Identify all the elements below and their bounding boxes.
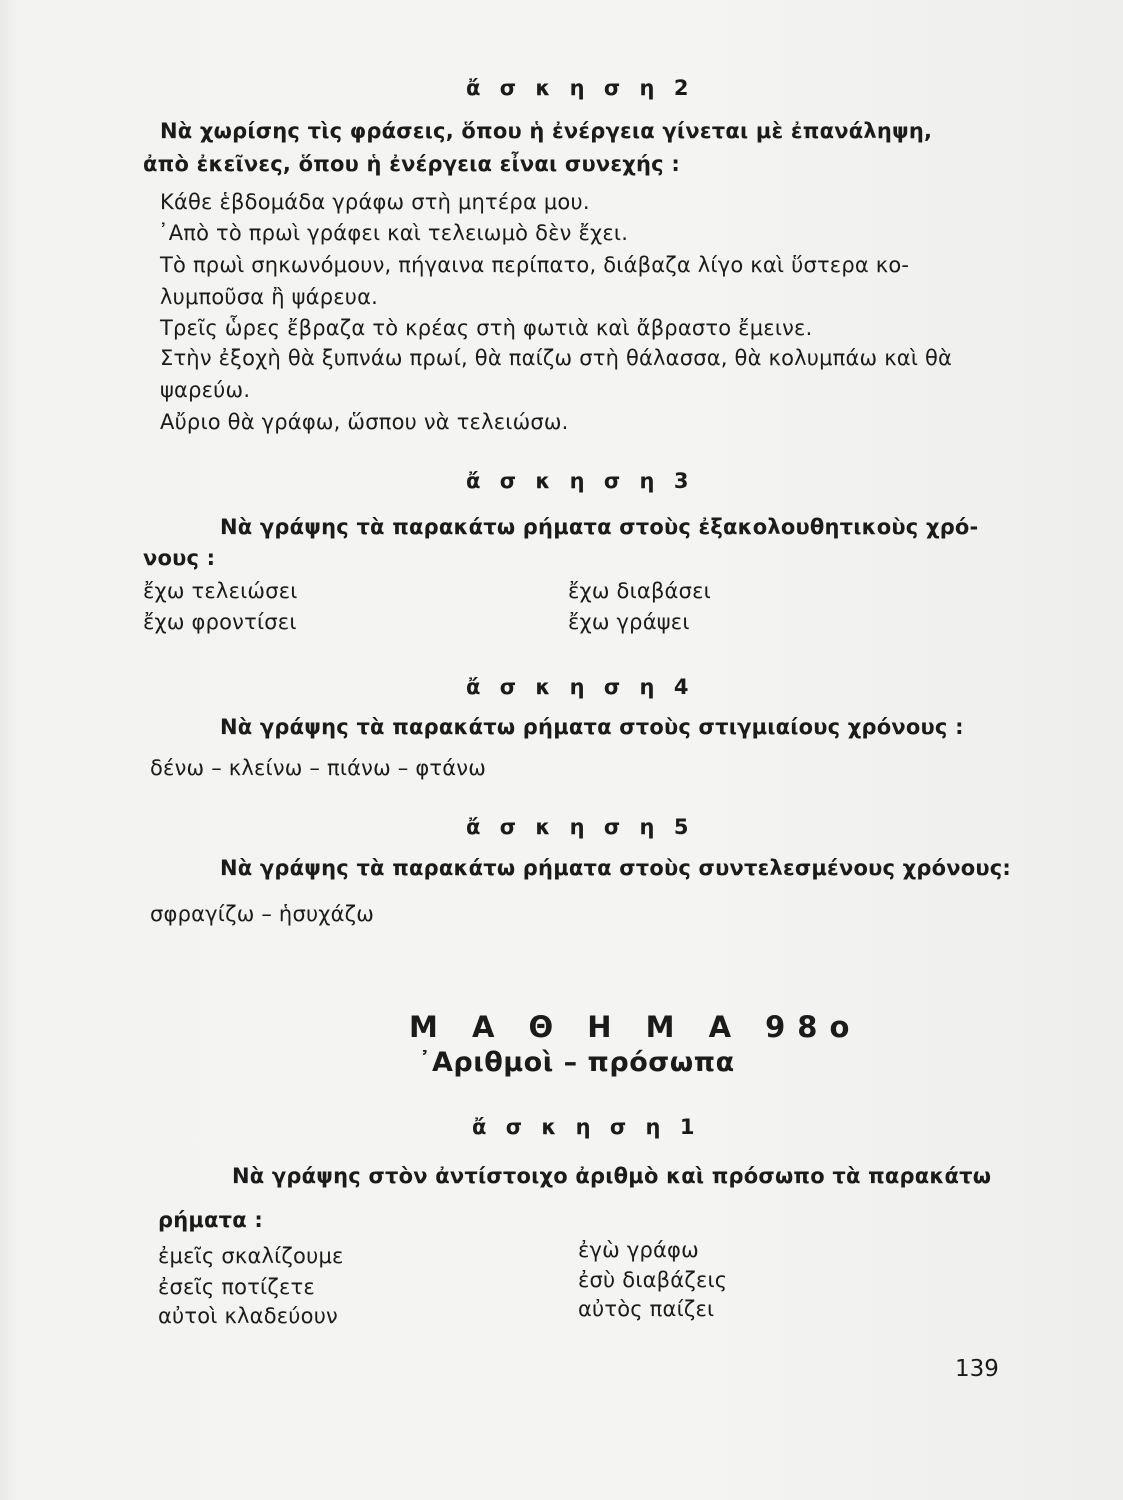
exercise-4-heading: ἄ σ κ η σ η 4: [466, 675, 695, 699]
exercise-2-sentence: Τρεῖς ὧρες ἔβραζα τὸ κρέας στὴ φωτιὰ καὶ ἄβραστο ἔμεινε.: [160, 316, 813, 340]
lesson-subtitle: ᾿Αριθμοὶ – πρόσωπα: [418, 1047, 735, 1078]
lesson-exercise-1-heading: ἄ σ κ η σ η 1: [472, 1115, 701, 1139]
lesson-exercise-1-verb: ἐσεῖς ποτίζετε: [158, 1275, 315, 1299]
exercise-2-sentence: Αὔριο θὰ γράφω, ὥσπου νὰ τελειώσω.: [160, 410, 569, 434]
exercise-2-instruction-line-2: ἀπὸ ἐκεῖνες, ὅπου ἡ ἐνέργεια εἶναι συνεχής :: [143, 152, 680, 176]
lesson-exercise-1-instruction-line-1: Νὰ γράψης στὸν ἀντίστοιχο ἀριθμὸ καὶ πρόσωπο τὰ παρακάτω: [232, 1164, 992, 1188]
exercise-3-verb: ἔχω φροντίσει: [143, 610, 297, 634]
exercise-3-verb: ἔχω γράψει: [568, 610, 690, 634]
exercise-2-sentence: ᾿Απὸ τὸ πρωὶ γράφει καὶ τελειωμὸ δὲν ἔχει.: [158, 221, 629, 245]
exercise-2-sentence: Κάθε ἑβδομάδα γράφω στὴ μητέρα μου.: [160, 190, 590, 214]
lesson-exercise-1-verb: ἐγὼ γράφω: [578, 1238, 699, 1262]
exercise-3-verb: ἔχω διαβάσει: [568, 579, 711, 603]
exercise-5-instruction: Νὰ γράψης τὰ παρακάτω ρήματα στοὺς συντελεσμένους χρόνους:: [220, 856, 1011, 880]
exercise-2-sentence: λυμποῦσα ἢ ψάρευα.: [160, 285, 379, 309]
exercise-2-sentence: ψαρεύω.: [160, 378, 251, 402]
exercise-3-verb: ἔχω τελειώσει: [143, 579, 298, 603]
lesson-exercise-1-verb: αὐτοὶ κλαδεύουν: [158, 1304, 338, 1328]
exercise-4-verbs: δένω – κλείνω – πιάνω – φτάνω: [150, 756, 487, 780]
lesson-exercise-1-verb: ἐσὺ διαβάζεις: [578, 1268, 728, 1292]
exercise-3-heading: ἄ σ κ η σ η 3: [466, 469, 695, 493]
exercise-2-heading: ἄ σ κ η σ η 2: [466, 76, 695, 100]
exercise-2-instruction-line-1: Νὰ χωρίσης τὶς φράσεις, ὅπου ἡ ἐνέργεια γίνεται μὲ ἐπανάληψη,: [160, 119, 933, 143]
lesson-exercise-1-verb: ἐμεῖς σκαλίζουμε: [158, 1244, 344, 1268]
exercise-5-heading: ἄ σ κ η σ η 5: [466, 815, 695, 839]
exercise-2-sentence: Στὴν ἐξοχὴ θὰ ξυπνάω πρωί, θὰ παίζω στὴ θάλασσα, θὰ κολυμπάω καὶ θὰ: [160, 346, 953, 370]
lesson-title: Μ Α Θ Η Μ Α 98ο: [409, 1010, 862, 1044]
exercise-3-instruction-line-2: νους :: [143, 546, 216, 570]
lesson-exercise-1-verb: αὐτὸς παίζει: [578, 1297, 715, 1321]
exercise-3-instruction-line-1: Νὰ γράψης τὰ παρακάτω ρήματα στοὺς ἐξακολουθητικοὺς χρό-: [220, 515, 979, 539]
exercise-5-verbs: σφραγίζω – ἡσυχάζω: [150, 902, 375, 926]
lesson-exercise-1-instruction-line-2: ρήματα :: [158, 1208, 264, 1232]
exercise-4-instruction: Νὰ γράψης τὰ παρακάτω ρήματα στοὺς στιγμιαίους χρόνους :: [220, 715, 964, 739]
exercise-2-sentence: Τὸ πρωὶ σηκωνόμουν, πήγαινα περίπατο, διάβαζα λίγο καὶ ὕστερα κο-: [160, 253, 910, 277]
page-number: 139: [955, 1356, 999, 1382]
